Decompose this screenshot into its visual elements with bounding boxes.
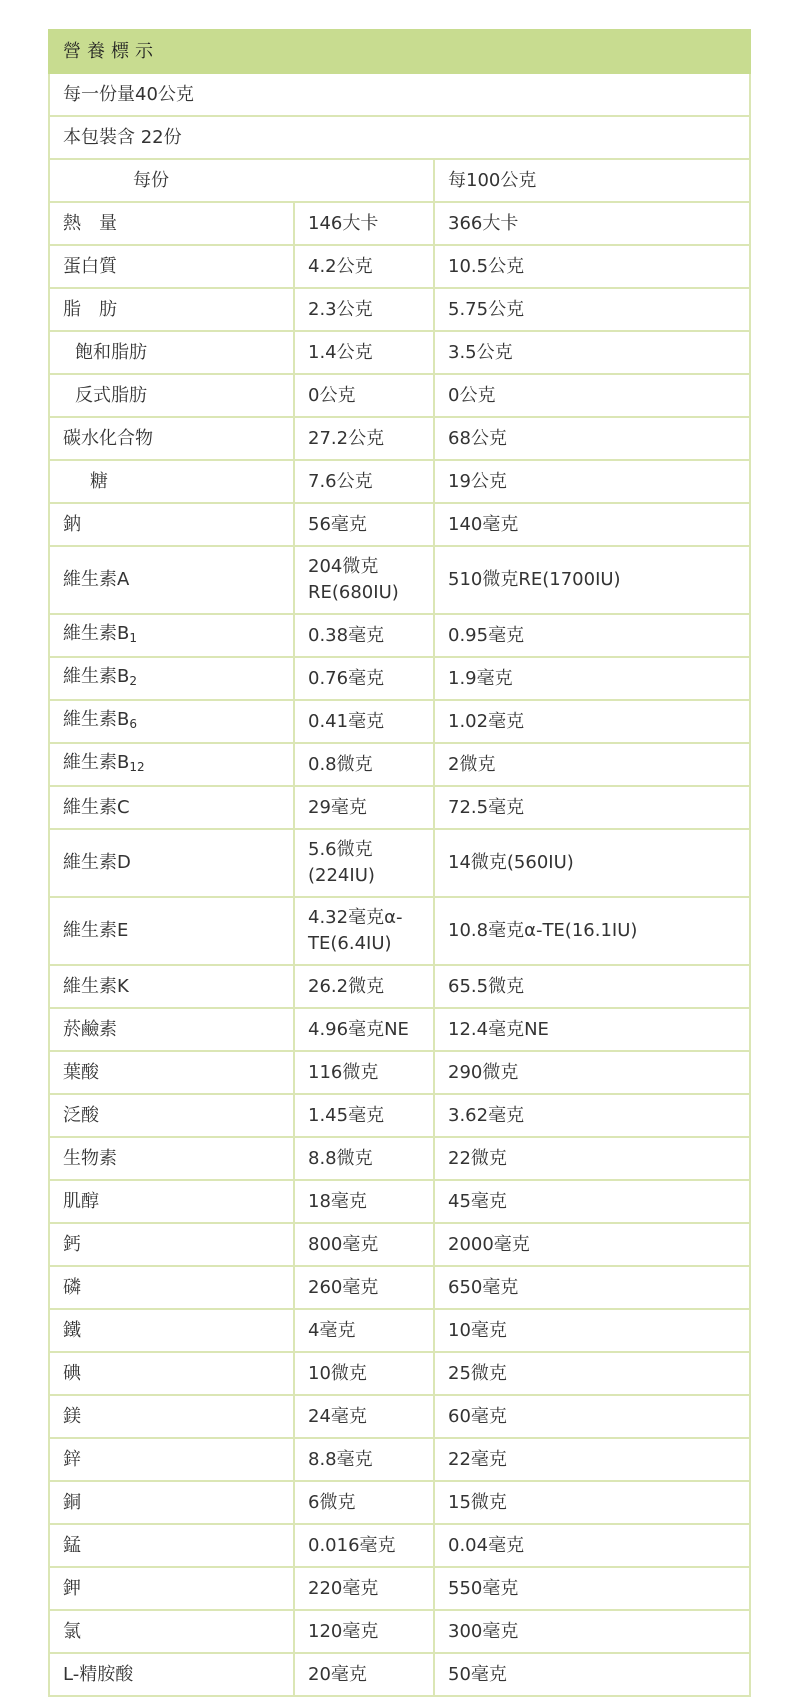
- nutrient-row: [49, 374, 750, 417]
- nutrient-row: [49, 1438, 750, 1481]
- per-100g-value: 1.9毫克: [434, 657, 750, 700]
- per-serving-value: 1.45毫克: [294, 1094, 434, 1137]
- nutrient-name-text: 鋅: [63, 1448, 81, 1470]
- nutrient-name-text: 蛋白質: [63, 255, 117, 277]
- per-serving-value: 120毫克: [294, 1610, 434, 1653]
- nutrient-name: [49, 1266, 294, 1309]
- nutrient-name: [49, 1223, 294, 1266]
- nutrient-row: [49, 1309, 750, 1352]
- title-row: [49, 30, 750, 73]
- per-serving-value: 8.8微克: [294, 1137, 434, 1180]
- per-100g-value: 0.95毫克: [434, 614, 750, 657]
- per-serving-value: 6微克: [294, 1481, 434, 1524]
- per-serving-header: 每份: [49, 159, 434, 202]
- nutrient-name-text: 鉀: [63, 1577, 81, 1599]
- nutrient-name-text: 維生素B: [63, 751, 130, 773]
- per-serving-value: 4.2公克: [294, 245, 434, 288]
- per-100g-value: 12.4毫克NE: [434, 1008, 750, 1051]
- per-100g-value: 45毫克: [434, 1180, 750, 1223]
- nutrient-subscript: 12: [129, 759, 145, 774]
- per-serving-value: 24毫克: [294, 1395, 434, 1438]
- nutrient-name: [49, 786, 294, 829]
- per-100g-value: 550毫克: [434, 1567, 750, 1610]
- per-serving-value: 4.96毫克NE: [294, 1008, 434, 1051]
- nutrient-row: [49, 1653, 750, 1696]
- nutrient-name-text: 菸鹼素: [63, 1018, 117, 1040]
- nutrient-name-text: 氯: [63, 1620, 81, 1642]
- nutrient-name: [49, 1008, 294, 1051]
- per-100g-value: 65.5微克: [434, 965, 750, 1008]
- nutrient-name: [49, 1438, 294, 1481]
- per-100g-value: 10.8毫克α-TE(16.1IU): [434, 897, 750, 965]
- nutrient-name-text: 碘: [63, 1362, 81, 1384]
- per-100g-value: 1.02毫克: [434, 700, 750, 743]
- per-serving-value: 10微克: [294, 1352, 434, 1395]
- per-100g-value: 72.5毫克: [434, 786, 750, 829]
- nutrient-row: [49, 503, 750, 546]
- per-100g-value: 290微克: [434, 1051, 750, 1094]
- nutrient-name-text: 鐵: [63, 1319, 81, 1341]
- nutrient-name: [49, 743, 294, 786]
- servings-per-package: 本包裝含 22份: [49, 116, 750, 159]
- nutrient-name-text: 鎂: [63, 1405, 81, 1427]
- per-100g-value: 2000毫克: [434, 1223, 750, 1266]
- nutrient-name: [49, 374, 294, 417]
- nutrient-name: [49, 245, 294, 288]
- nutrient-name: [49, 460, 294, 503]
- per-100g-value: 0公克: [434, 374, 750, 417]
- nutrient-name-text: 反式脂肪: [75, 384, 147, 406]
- per-serving-value: 18毫克: [294, 1180, 434, 1223]
- per-100g-value: 68公克: [434, 417, 750, 460]
- nutrient-row: [49, 700, 750, 743]
- per-serving-value: 0.38毫克: [294, 614, 434, 657]
- nutrient-name-text: 糖: [90, 470, 108, 492]
- nutrient-name: [49, 1524, 294, 1567]
- nutrition-label-table: [48, 29, 751, 1697]
- per-serving-value: 1.4公克: [294, 331, 434, 374]
- nutrient-row: [49, 288, 750, 331]
- nutrient-name: [49, 1094, 294, 1137]
- per-serving-value: 7.6公克: [294, 460, 434, 503]
- nutrient-row: [49, 245, 750, 288]
- nutrient-name-text: L-精胺酸: [63, 1663, 134, 1685]
- nutrient-name: [49, 1481, 294, 1524]
- per-serving-value: 20毫克: [294, 1653, 434, 1696]
- nutrient-subscript: 2: [129, 673, 137, 688]
- per-100g-value: 3.5公克: [434, 331, 750, 374]
- nutrient-name-text: 維生素B: [63, 622, 130, 644]
- per-100g-value: 5.75公克: [434, 288, 750, 331]
- nutrient-row: [49, 743, 750, 786]
- nutrient-name: [49, 288, 294, 331]
- per-serving-value: 4.32毫克α-TE(6.4IU): [294, 897, 434, 965]
- nutrient-row: [49, 965, 750, 1008]
- per-serving-value: 0.8微克: [294, 743, 434, 786]
- nutrient-name: [49, 1352, 294, 1395]
- nutrient-name: [49, 829, 294, 897]
- nutrient-name: [49, 417, 294, 460]
- nutrient-name-text: 維生素E: [63, 920, 129, 941]
- per-serving-value: 2.3公克: [294, 288, 434, 331]
- per-100g-value: 14微克(560IU): [434, 829, 750, 897]
- nutrient-row: [49, 331, 750, 374]
- nutrient-row: [49, 1180, 750, 1223]
- nutrient-name: [49, 546, 294, 614]
- nutrient-name-text: 飽和脂肪: [75, 341, 147, 363]
- nutrient-name: [49, 202, 294, 245]
- per-serving-value: 56毫克: [294, 503, 434, 546]
- nutrient-name-text: 錳: [63, 1534, 81, 1556]
- nutrient-row: [49, 1137, 750, 1180]
- nutrient-name-text: 維生素C: [63, 796, 130, 818]
- serving-size: 每一份量40公克: [49, 73, 750, 116]
- nutrient-row: [49, 1223, 750, 1266]
- nutrient-name-text: 脂 肪: [63, 298, 117, 320]
- per-serving-value: 0.76毫克: [294, 657, 434, 700]
- nutrient-name: [49, 1137, 294, 1180]
- label-title: 營養標示: [49, 30, 750, 73]
- nutrient-row: [49, 1051, 750, 1094]
- serving-size-row: [49, 73, 750, 116]
- nutrient-name: [49, 700, 294, 743]
- nutrient-row: [49, 1094, 750, 1137]
- nutrient-name: [49, 897, 294, 965]
- nutrient-row: [49, 614, 750, 657]
- nutrient-name: [49, 1051, 294, 1094]
- nutrient-name-text: 生物素: [63, 1147, 117, 1169]
- nutrient-row: [49, 1266, 750, 1309]
- per-100g-value: 50毫克: [434, 1653, 750, 1696]
- per-serving-value: 0.016毫克: [294, 1524, 434, 1567]
- nutrient-name-text: 肌醇: [63, 1190, 99, 1212]
- nutrient-name-text: 銅: [63, 1491, 81, 1513]
- nutrient-name-text: 葉酸: [63, 1061, 99, 1083]
- nutrient-row: [49, 1352, 750, 1395]
- per-100g-value: 10.5公克: [434, 245, 750, 288]
- nutrient-name-text: 維生素B: [63, 665, 130, 687]
- nutrient-row: [49, 1481, 750, 1524]
- nutrient-row: [49, 1008, 750, 1051]
- per-100g-value: 22微克: [434, 1137, 750, 1180]
- nutrient-row: [49, 1395, 750, 1438]
- per-100g-value: 2微克: [434, 743, 750, 786]
- per-100g-value: 25微克: [434, 1352, 750, 1395]
- nutrient-name: [49, 1567, 294, 1610]
- nutrient-name: [49, 614, 294, 657]
- nutrient-subscript: 1: [129, 630, 137, 645]
- per-100g-value: 15微克: [434, 1481, 750, 1524]
- servings-per-package-row: [49, 116, 750, 159]
- per-100g-value: 22毫克: [434, 1438, 750, 1481]
- nutrient-row: [49, 202, 750, 245]
- nutrient-name: [49, 1653, 294, 1696]
- nutrient-row: [49, 460, 750, 503]
- nutrient-name-text: 維生素K: [63, 975, 129, 997]
- nutrient-row: [49, 1567, 750, 1610]
- nutrient-subscript: 6: [129, 716, 137, 731]
- nutrient-name-text: 鈣: [63, 1233, 81, 1255]
- per-100g-value: 0.04毫克: [434, 1524, 750, 1567]
- per-100g-header: 每100公克: [434, 159, 750, 202]
- nutrient-name: [49, 503, 294, 546]
- per-100g-value: 366大卡: [434, 202, 750, 245]
- per-serving-value: 220毫克: [294, 1567, 434, 1610]
- per-serving-value: 4毫克: [294, 1309, 434, 1352]
- per-100g-value: 510微克RE(1700IU): [434, 546, 750, 614]
- per-100g-value: 10毫克: [434, 1309, 750, 1352]
- nutrient-row: [49, 786, 750, 829]
- nutrient-name: [49, 1610, 294, 1653]
- per-100g-value: 60毫克: [434, 1395, 750, 1438]
- per-serving-value: 800毫克: [294, 1223, 434, 1266]
- nutrient-row: [49, 1610, 750, 1653]
- nutrient-name: [49, 331, 294, 374]
- nutrient-row: [49, 546, 750, 614]
- per-serving-value: 146大卡: [294, 202, 434, 245]
- nutrient-name-text: 維生素D: [63, 852, 131, 873]
- per-100g-value: 650毫克: [434, 1266, 750, 1309]
- per-serving-value: 116微克: [294, 1051, 434, 1094]
- per-serving-value: 26.2微克: [294, 965, 434, 1008]
- nutrient-name: [49, 1309, 294, 1352]
- per-serving-value: 27.2公克: [294, 417, 434, 460]
- per-100g-value: 300毫克: [434, 1610, 750, 1653]
- nutrient-name: [49, 965, 294, 1008]
- nutrient-name-text: 磷: [63, 1276, 81, 1298]
- per-serving-value: 5.6微克(224IU): [294, 829, 434, 897]
- column-header-row: [49, 159, 750, 202]
- nutrient-name-text: 泛酸: [63, 1104, 99, 1126]
- nutrient-row: [49, 1524, 750, 1567]
- per-100g-value: 19公克: [434, 460, 750, 503]
- per-serving-value: 260毫克: [294, 1266, 434, 1309]
- nutrient-row: [49, 657, 750, 700]
- nutrient-row: [49, 829, 750, 897]
- nutrient-name-text: 鈉: [63, 513, 81, 535]
- nutrient-name-text: 碳水化合物: [63, 427, 153, 449]
- per-serving-value: 0公克: [294, 374, 434, 417]
- per-100g-value: 3.62毫克: [434, 1094, 750, 1137]
- nutrient-row: [49, 417, 750, 460]
- nutrient-name-text: 熱 量: [63, 212, 117, 234]
- nutrient-name-text: 維生素B: [63, 708, 130, 730]
- per-serving-value: 0.41毫克: [294, 700, 434, 743]
- per-100g-value: 140毫克: [434, 503, 750, 546]
- per-serving-value: 29毫克: [294, 786, 434, 829]
- nutrient-name: [49, 1180, 294, 1223]
- per-serving-value: 204微克RE(680IU): [294, 546, 434, 614]
- nutrient-name-text: 維生素A: [63, 569, 130, 590]
- nutrient-row: [49, 897, 750, 965]
- per-serving-value: 8.8毫克: [294, 1438, 434, 1481]
- nutrient-name: [49, 1395, 294, 1438]
- nutrient-name: [49, 657, 294, 700]
